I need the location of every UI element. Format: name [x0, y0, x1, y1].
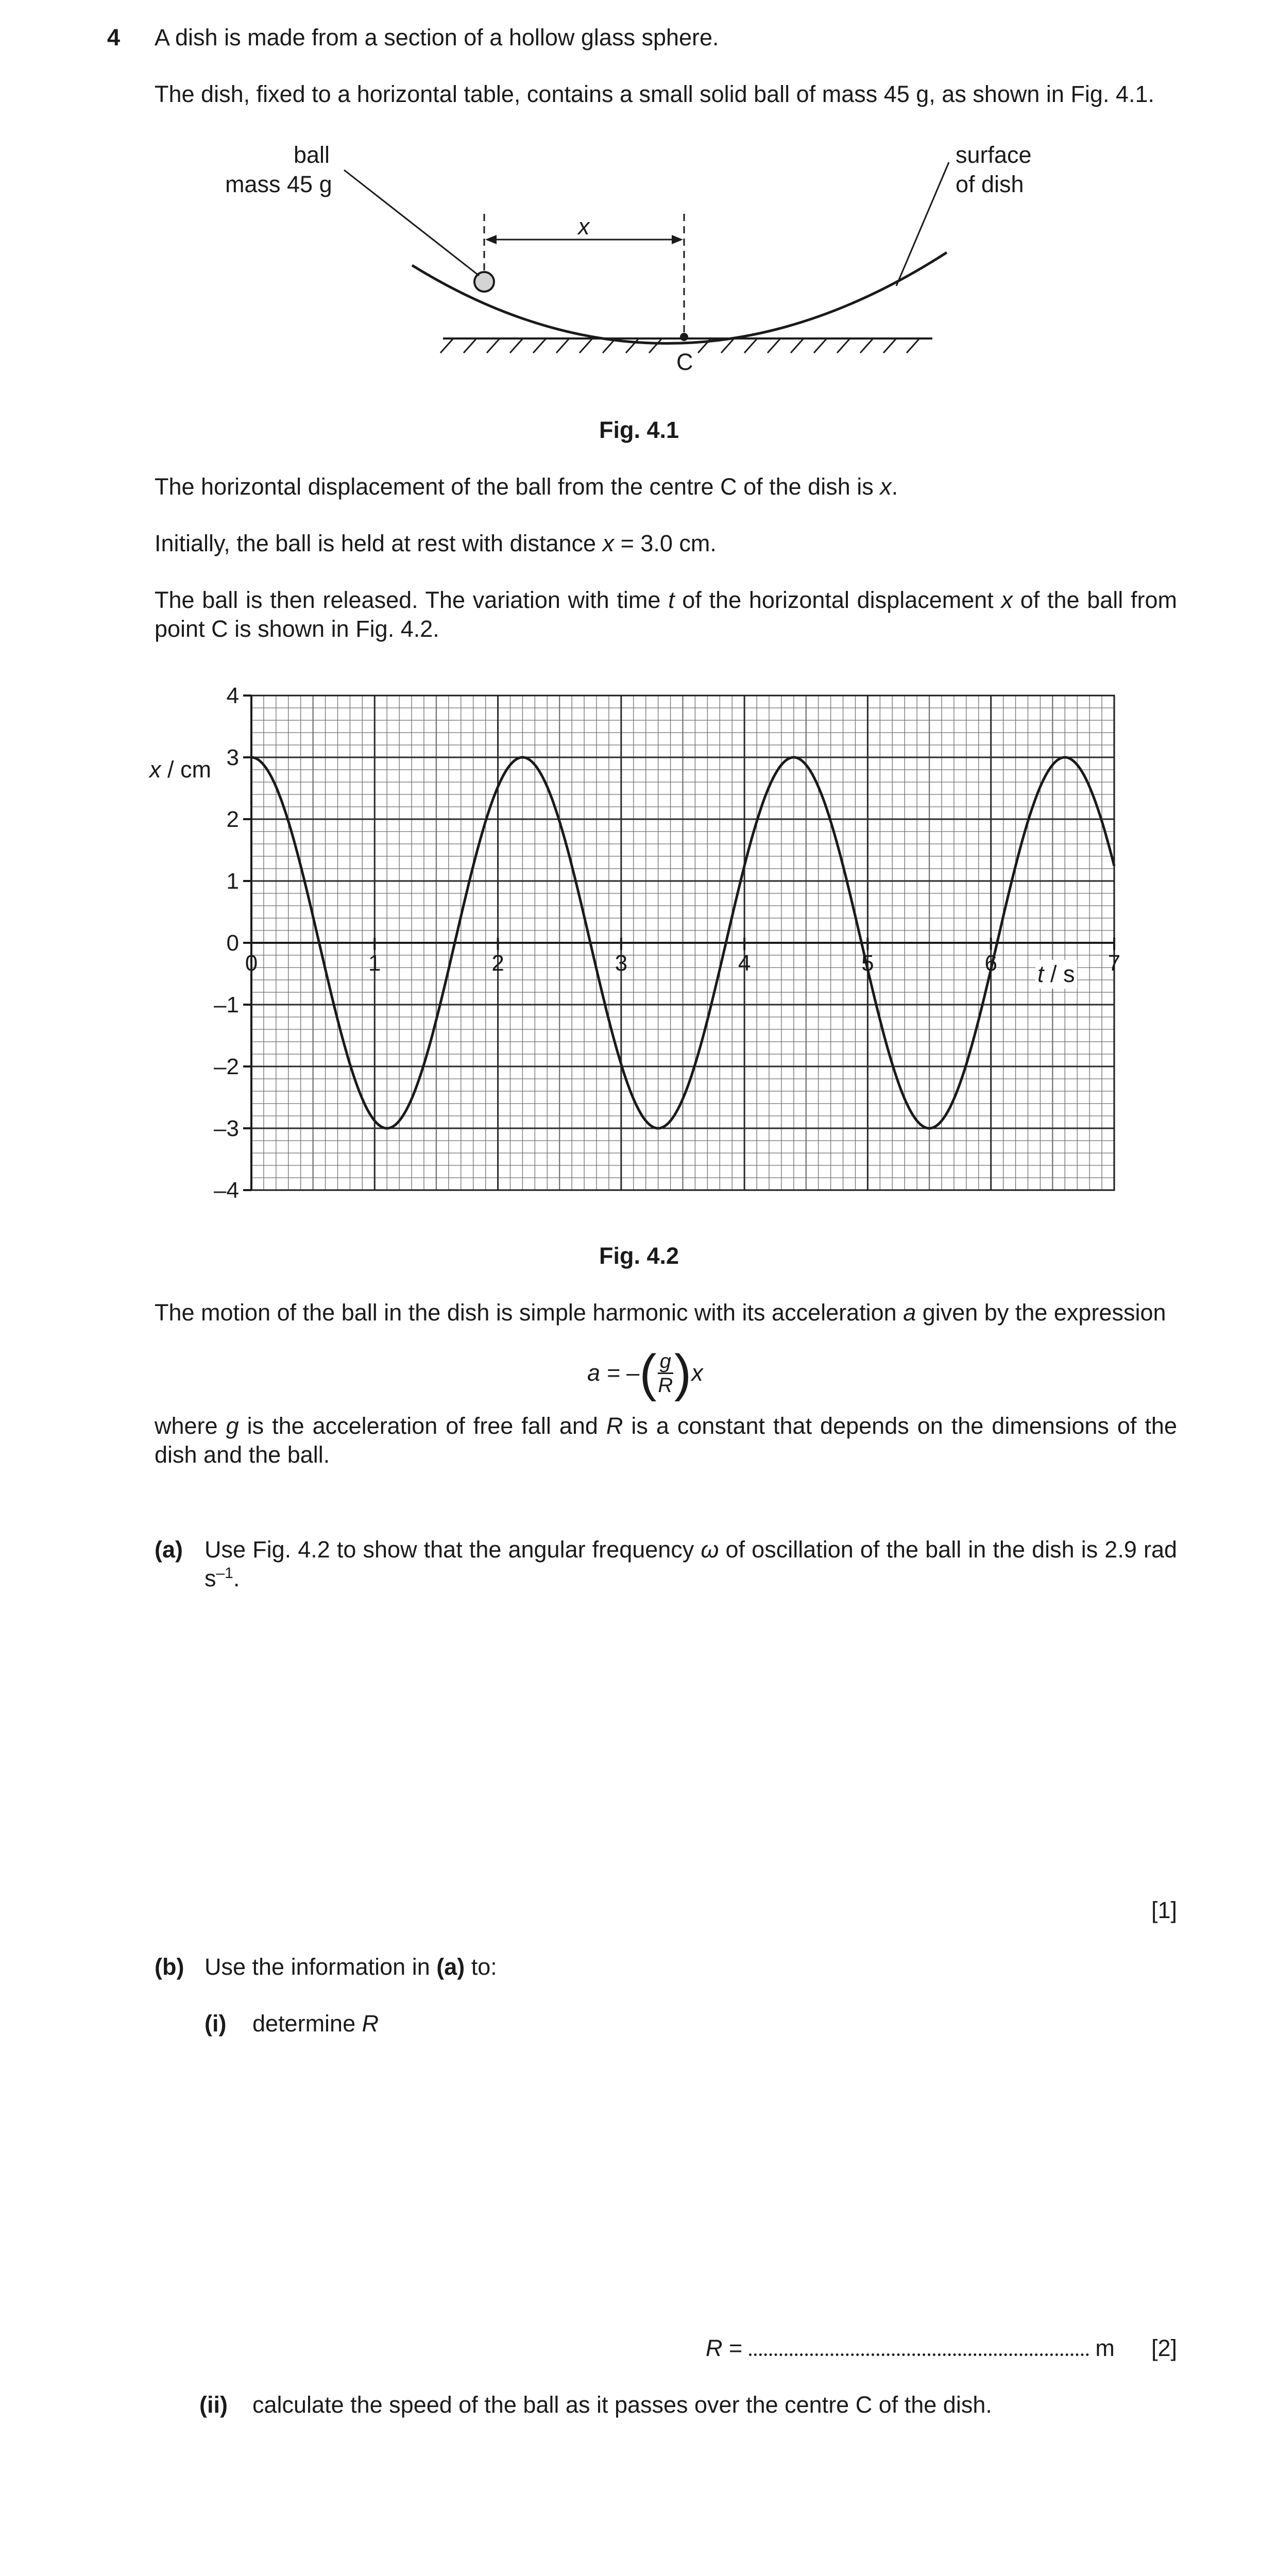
x-distance-label: x: [578, 213, 590, 240]
x-tick-label: 3: [615, 951, 628, 976]
x-tick-label: 5: [861, 951, 874, 976]
x-tick-label: 4: [738, 951, 751, 976]
part-b-label: (b): [155, 1954, 184, 1980]
text-initial: Initially, the ball is held at rest with distance x = 3.0 cm.: [155, 530, 717, 556]
part-b-text: Use the information in (a) to:: [205, 1954, 497, 1980]
equation: a = – ( $\frac{g}{R}$ ) x: [587, 1344, 703, 1402]
fig-4-1-caption: Fig. 4.1: [599, 417, 679, 443]
surface-label-2: of dish: [956, 171, 1024, 197]
text-released: The ball is then released. The variation with time t of the horizontal displacement x of the ball from point C is shown in Fig. 4.2.: [155, 587, 1178, 642]
equation-denominator: R: [658, 1374, 673, 1397]
text-displacement: The horizontal displacement of the ball from the centre C of the dish is x.: [155, 473, 898, 500]
text-where: where g is the acceleration of free fall and R is a constant that depends on the dimensions of the dish and the ball.: [155, 1413, 1177, 1468]
part-b-ii-text: calculate the speed of the ball as it passes over the centre C of the dish.: [252, 2392, 992, 2418]
x-tick-label: 6: [984, 951, 997, 976]
x-tick-label: 2: [491, 951, 504, 976]
part-b-i-marks: [2]: [1151, 2335, 1177, 2361]
equation-lhs: a = –: [587, 1360, 640, 1386]
y-tick-label: –4: [214, 1178, 239, 1200]
y-axis-label: x / cm: [149, 756, 211, 783]
part-b-ii-label: (ii): [199, 2392, 228, 2418]
answer-r-dots[interactable]: [749, 2348, 1089, 2356]
part-a-label: (a): [155, 1536, 183, 1563]
centre-point: [680, 333, 688, 341]
x-axis-label: t / s: [1035, 960, 1077, 989]
y-tick-labels: [214, 683, 251, 1200]
x-tick-label: 1: [368, 951, 381, 976]
text-shm: The motion of the ball in the dish is simple harmonic with its acceleration a given by the expression: [155, 1299, 1166, 1326]
ball-leader-line: [344, 170, 479, 276]
part-a-marks: [1]: [1151, 1897, 1177, 1923]
fig-4-2-caption: Fig. 4.2: [599, 1243, 679, 1269]
equation-numerator: g: [658, 1350, 673, 1374]
y-tick-label: –1: [214, 992, 239, 1018]
fig-4-1-diagram: [0, 0, 1278, 412]
centre-c-label: C: [676, 349, 693, 375]
surface-label: surface: [956, 142, 1032, 168]
intro-line-1: A dish is made from a section of a hollow glass sphere.: [155, 24, 719, 50]
part-a-text: Use Fig. 4.2 to show that the angular frequency ω of oscillation of the ball in the dish is 2.9 rad $s^{-1}$.: [205, 1536, 1177, 1591]
x-tick-label: 0: [245, 951, 258, 976]
part-b-i-answer-line[interactable]: R = m: [706, 2335, 1115, 2361]
question-number: 4: [107, 24, 121, 50]
equation-rhs: x: [691, 1360, 703, 1386]
y-tick-label: –3: [214, 1116, 239, 1141]
y-tick-label: 1: [226, 869, 239, 894]
y-tick-label: –2: [214, 1054, 239, 1079]
part-b-i-label: (i): [205, 2010, 227, 2037]
intro-line-2: The dish, fixed to a horizontal table, contains a small solid ball of mass 45 g, as shown in Fig. 4.1.: [155, 81, 1155, 107]
fig-4-2-graph: [0, 659, 1278, 1200]
dish-curve: [412, 252, 947, 343]
x-tick-label: 7: [1107, 951, 1121, 976]
part-b-i-text: determine R: [252, 2010, 379, 2037]
ball-label: ball: [294, 142, 330, 168]
y-tick-label: 4: [226, 683, 239, 708]
y-tick-label: 0: [226, 930, 239, 956]
y-tick-label: 2: [226, 807, 239, 832]
ball-mass-label: mass 45 g: [225, 171, 332, 197]
y-tick-label: 3: [226, 745, 239, 770]
